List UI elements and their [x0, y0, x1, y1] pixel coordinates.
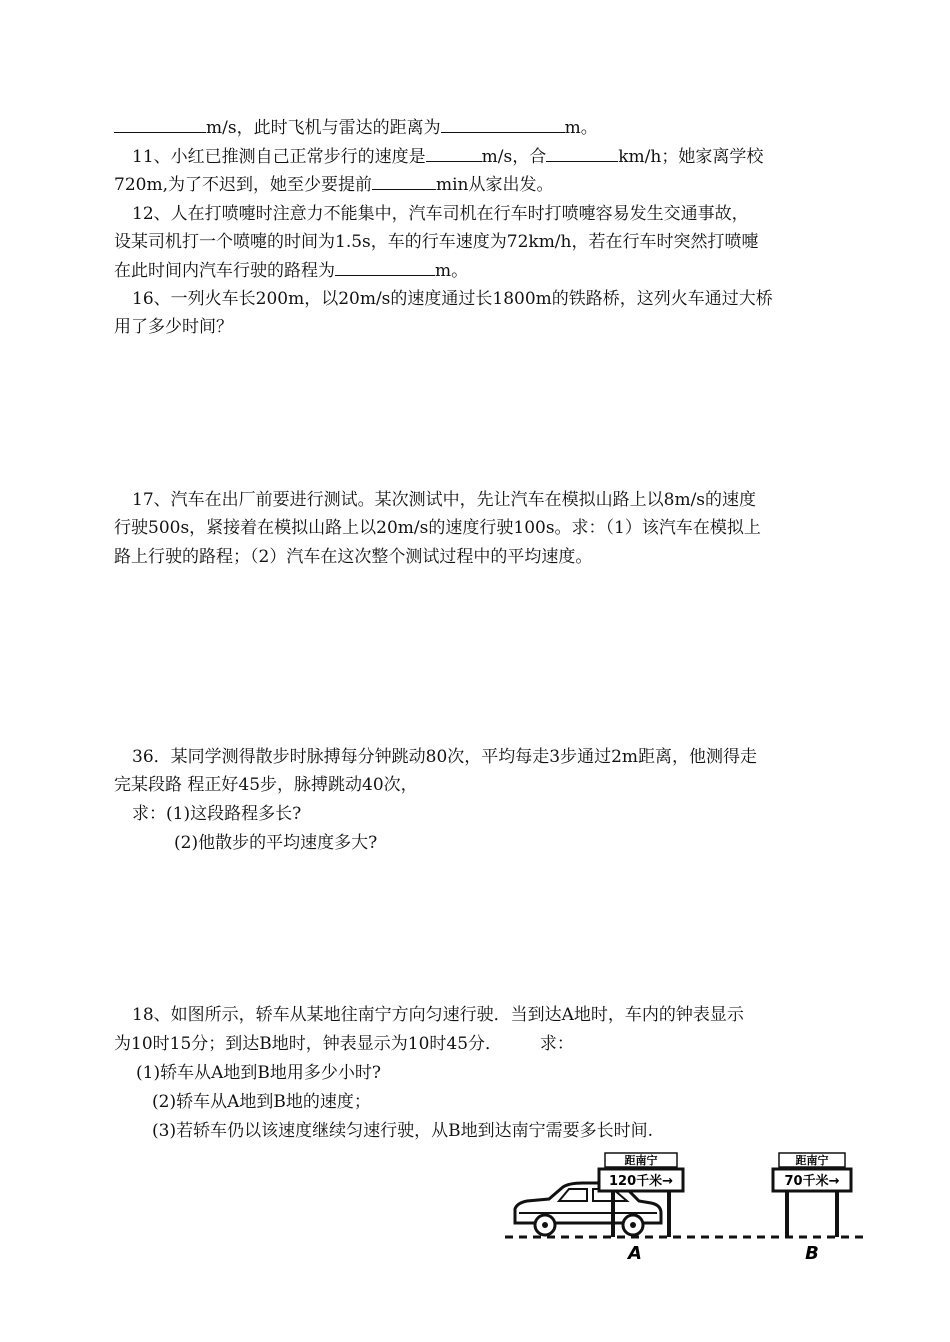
- answer-blank[interactable]: [114, 114, 206, 133]
- q17-line1: 17、汽车在出厂前要进行测试。某次测试中，先让汽车在模拟山路上以8m/s的速度: [132, 490, 757, 510]
- sign-a-distance: 120千米→: [608, 1174, 674, 1189]
- q18-line5: (3)若轿车仍以该速度继续匀速行驶，从B地到达南宁需要多长时间.: [152, 1121, 653, 1141]
- q18-line4: (2)轿车从A地到B地的速度；: [152, 1092, 371, 1112]
- q12-line1: 12、人在打喷嚏时注意力不能集中，汽车司机在行车时打喷嚏容易发生交通事故，: [132, 204, 749, 224]
- answer-blank[interactable]: [372, 171, 436, 190]
- q18-line3: (1)轿车从A地到B地用多少小时?: [136, 1063, 381, 1083]
- answer-blank[interactable]: [426, 143, 482, 162]
- q36-line2: 完某段路 程正好45步，脉搏跳动40次，: [114, 775, 418, 795]
- q36-line3: 求：(1)这段路程多长?: [132, 804, 302, 824]
- q12-line3: 在此时间内汽车行驶的路程为 m。: [114, 257, 468, 285]
- q17-line3: 路上行驶的路程；（2）汽车在这次整个测试过程中的平均速度。: [114, 547, 593, 567]
- answer-blank[interactable]: [441, 114, 565, 133]
- answer-blank[interactable]: [335, 257, 435, 276]
- q36-line1: 36．某同学测得散步时脉搏每分钟跳动80次，平均每走3步通过2m距离，他测得走: [132, 747, 758, 767]
- sign-b-title: 距南宁: [795, 1154, 829, 1167]
- q18-line2: 为10时15分；到达B地时，钟表显示为10时45分． 求：: [114, 1034, 574, 1054]
- q18-line1: 18、如图所示，轿车从某地往南宁方向匀速行驶．当到达A地时，车内的钟表显示: [132, 1005, 744, 1025]
- sign-b: [773, 1153, 851, 1264]
- q16-line1: 16、一列火车长200m，以20m/s的速度通过长1800m的铁路桥，这列火车通过大桥: [132, 289, 773, 309]
- sign-a-title: 距南宁: [624, 1154, 658, 1167]
- q12-line2: 设某司机打一个喷嚏的时间为1.5s，车的行车速度为72km/h，若在行车时突然打喷嚏: [114, 232, 759, 252]
- q11-line2: 720m,为了不迟到，她至少要提前 min从家出发。: [114, 171, 554, 199]
- q36-line4: (2)他散步的平均速度多大?: [174, 833, 378, 853]
- q17-line2: 行驶500s，紧接着在模拟山路上以20m/s的速度行驶100s。求：（1）该汽车在模拟上: [114, 518, 761, 538]
- sign-b-distance: 70千米→: [784, 1174, 840, 1189]
- label-b: B: [805, 1243, 819, 1264]
- label-a: A: [628, 1243, 642, 1264]
- answer-blank[interactable]: [546, 143, 618, 162]
- q16-line2: 用了多少时间？: [114, 317, 233, 337]
- q10-line1: m/s，此时飞机与雷达的距离为 m。: [114, 114, 598, 142]
- car-sign-figure: [505, 1145, 875, 1265]
- q11-line1: 11、小红已推测自己正常步行的速度是 m/s，合 km/h；她家离学校: [132, 143, 763, 171]
